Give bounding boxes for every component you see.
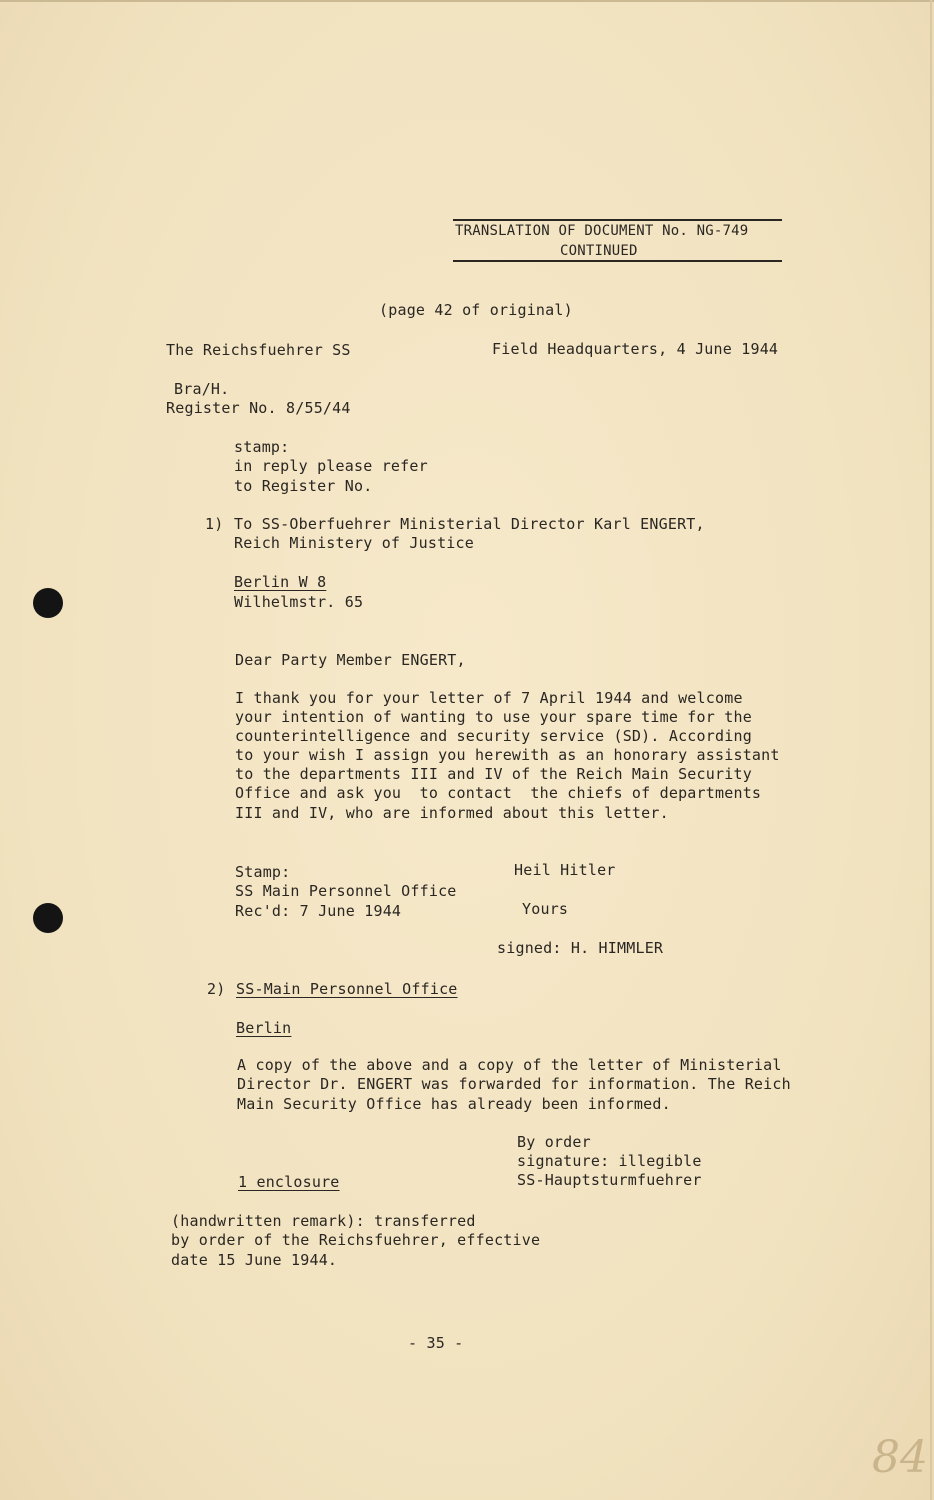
remark-line: (handwritten remark): transferred xyxy=(171,1212,476,1230)
body-line: your intention of wanting to use your spare time for the xyxy=(235,708,752,726)
second-city: Berlin xyxy=(236,1019,292,1037)
header-title-line1: TRANSLATION OF DOCUMENT No. NG-749 xyxy=(455,223,749,239)
addressee-line2: Reich Ministery of Justice xyxy=(234,534,474,552)
body-line: I thank you for your letter of 7 April 1944 and welcome xyxy=(235,689,743,707)
remark-line: date 15 June 1944. xyxy=(171,1251,338,1269)
order-line1: By order xyxy=(517,1133,591,1151)
reference-initials: Bra/H. xyxy=(174,380,230,398)
scan-edge-right xyxy=(930,0,932,1500)
register-number: Register No. 8/55/44 xyxy=(166,399,351,417)
header-rule-top xyxy=(453,219,782,221)
enclosure: 1 enclosure xyxy=(238,1173,340,1191)
second-body-line: Main Security Office has already been informed. xyxy=(237,1095,671,1113)
page-number: - 35 - xyxy=(408,1334,464,1352)
stamp-reply-line1: stamp: xyxy=(234,438,290,456)
scan-edge-top xyxy=(0,0,934,2)
second-body-line: A copy of the above and a copy of the letter of Ministerial xyxy=(237,1056,782,1074)
closing-signed: signed: H. HIMMLER xyxy=(497,939,664,957)
stamp-received-line1: Stamp: xyxy=(235,863,291,881)
second-number: 2) xyxy=(207,980,226,998)
stamp-reply-line3: to Register No. xyxy=(234,477,373,495)
order-line2: signature: illegible xyxy=(517,1152,702,1170)
closing-greeting: Heil Hitler xyxy=(514,861,616,879)
body-line: to your wish I assign you herewith as an honorary assistant xyxy=(235,746,780,764)
addressee-city: Berlin W 8 xyxy=(234,573,327,591)
remark-line: by order of the Reichsfuehrer, effective xyxy=(171,1231,541,1249)
header-rule-bottom xyxy=(453,260,782,262)
place-date: Field Headquarters, 4 June 1944 xyxy=(492,340,779,358)
body-line: III and IV, who are informed about this letter. xyxy=(235,804,669,822)
addressee-number: 1) xyxy=(205,515,224,533)
punch-hole xyxy=(33,903,63,933)
page-reference: (page 42 of original) xyxy=(379,301,573,319)
second-office: SS-Main Personnel Office xyxy=(236,980,458,998)
stamp-received-line3: Rec'd: 7 June 1944 xyxy=(235,902,402,920)
closing-yours: Yours xyxy=(522,900,569,918)
stamp-received-line2: SS Main Personnel Office xyxy=(235,882,457,900)
header-title-line2: CONTINUED xyxy=(560,243,638,259)
margin-handwriting: 84 xyxy=(872,1432,928,1483)
second-body-line: Director Dr. ENGERT was forwarded for information. The Reich xyxy=(237,1075,791,1093)
body-line: Office and ask you to contact the chiefs of departments xyxy=(235,784,762,802)
sender: The Reichsfuehrer SS xyxy=(166,341,351,359)
salutation: Dear Party Member ENGERT, xyxy=(235,651,466,669)
order-line3: SS-Hauptsturmfuehrer xyxy=(517,1171,702,1189)
body-line: to the departments III and IV of the Reich Main Security xyxy=(235,765,752,783)
stamp-reply-line2: in reply please refer xyxy=(234,457,428,475)
addressee-line1: To SS-Oberfuehrer Ministerial Director Karl ENGERT, xyxy=(234,515,705,533)
addressee-street: Wilhelmstr. 65 xyxy=(234,593,364,611)
body-line: counterintelligence and security service (SD). According xyxy=(235,727,752,745)
punch-hole xyxy=(33,588,63,618)
